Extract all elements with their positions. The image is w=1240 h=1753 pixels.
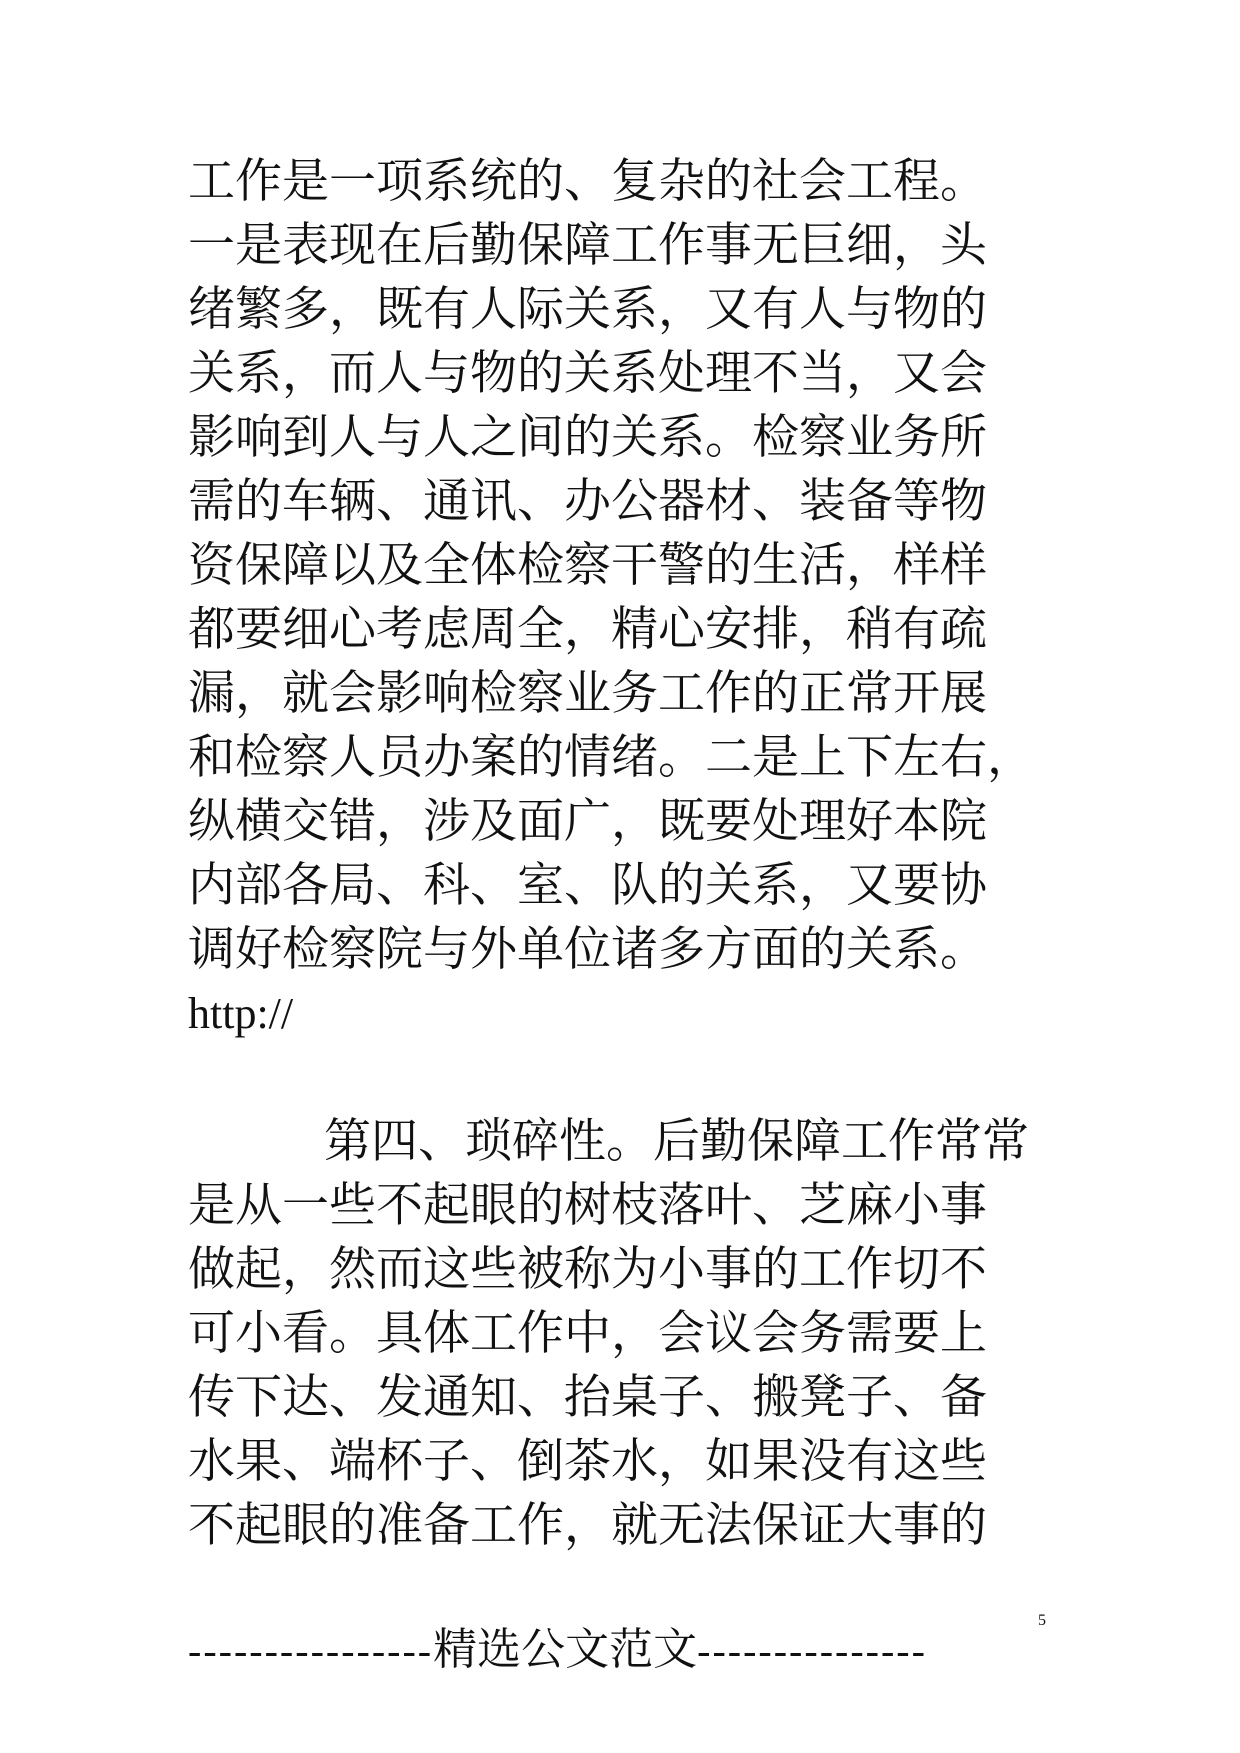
text-line: 漏，就会影响检察业务工作的正常开展 xyxy=(188,666,987,721)
text-line: 是从一些不起眼的树枝落叶、芝麻小事 xyxy=(188,1178,987,1233)
text-line: 资保障以及全体检察干警的生活，样样 xyxy=(188,538,987,593)
text-line: 和检察人员办案的情绪。二是上下左右， xyxy=(188,730,1034,785)
text-line: 内部各局、科、室、队的关系，又要协 xyxy=(188,858,987,913)
text-line: 不起眼的准备工作，就无法保证大事的 xyxy=(188,1498,987,1553)
text-line: 工作是一项系统的、复杂的社会工程。 xyxy=(188,154,987,209)
text-line: 纵横交错，涉及面广，既要处理好本院 xyxy=(188,794,987,849)
footer-right-dashes: --------------- xyxy=(697,1628,927,1673)
text-line: 影响到人与人之间的关系。检察业务所 xyxy=(188,410,987,465)
text-line: 调好检察院与外单位诸多方面的关系。 xyxy=(188,922,987,977)
text-line: 传下达、发通知、抬桌子、搬凳子、备 xyxy=(188,1370,987,1425)
footer-title: 精选公文范文 xyxy=(433,1624,698,1675)
text-line: 做起，然而这些被称为小事的工作切不 xyxy=(188,1242,987,1297)
text-line: 水果、端杯子、倒茶水，如果没有这些 xyxy=(188,1434,987,1489)
text-line: 都要细心考虑周全，精心安排，稍有疏 xyxy=(188,602,987,657)
url-text: http:// xyxy=(188,989,294,1038)
page-number: 5 xyxy=(1038,1612,1046,1629)
text-line: 需的车辆、通讯、办公器材、装备等物 xyxy=(188,474,987,529)
footer-left-dashes: ---------------- xyxy=(188,1628,434,1673)
text-line: 第四、琐碎性。后勤保障工作常常 xyxy=(324,1114,1029,1169)
text-line: 可小看。具体工作中，会议会务需要上 xyxy=(188,1306,987,1361)
document-body xyxy=(188,150,1068,1558)
text-line: 关系，而人与物的关系处理不当，又会 xyxy=(188,346,987,401)
page-footer xyxy=(188,1620,1068,1680)
text-line: 一是表现在后勤保障工作事无巨细，头 xyxy=(188,218,987,273)
paragraph-spacer xyxy=(188,1046,1068,1110)
text-line: 绪繁多，既有人际关系，又有人与物的 xyxy=(188,282,987,337)
